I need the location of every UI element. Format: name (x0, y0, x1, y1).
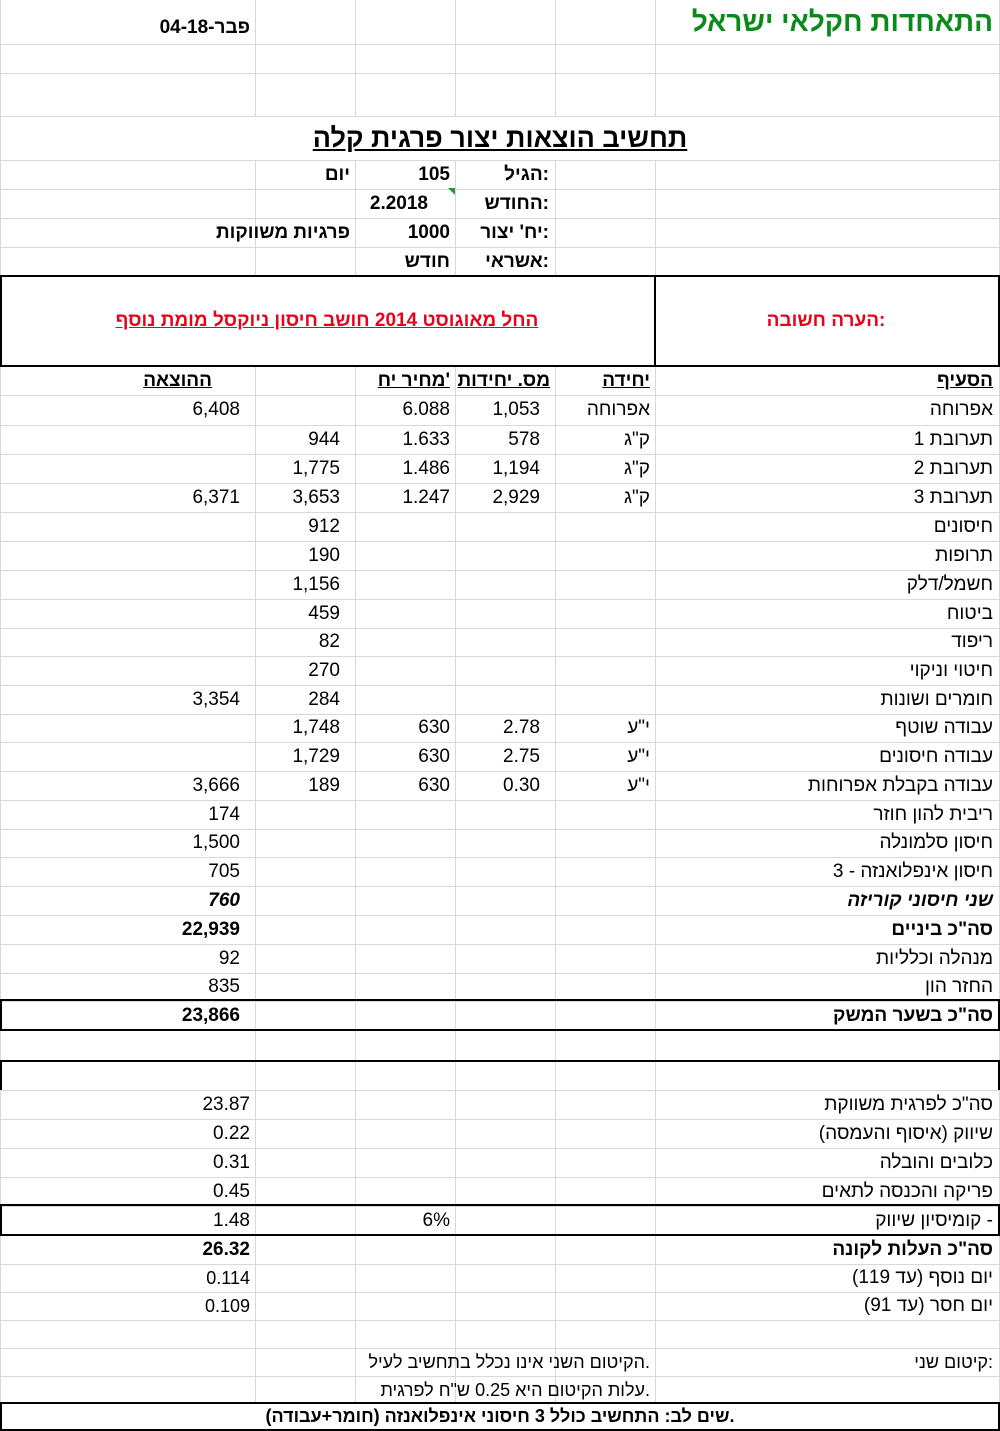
row-item-label: עבודה חיסונים (879, 745, 993, 767)
row-unit: י"ע (627, 745, 650, 767)
grid-row-line (0, 425, 1000, 426)
row-total: 174 (208, 803, 240, 825)
row-total: 705 (208, 860, 240, 882)
grid-row-line (0, 44, 1000, 45)
footer-note: שים לב: התחשיב כולל 3 חיסוני אינפלואנזה (חומר+עבודה). (265, 1406, 735, 1426)
buyer-total-value: 26.32 (202, 1238, 250, 1260)
grid-col-line (655, 0, 656, 116)
extra-day-label: יום נוסף (עד 119) (852, 1267, 993, 1288)
grid-row-line (0, 656, 1000, 657)
grid-row-line (0, 771, 1000, 772)
per-pullet-item: שיווק (איסוף והעמסה) (818, 1122, 993, 1144)
grid-row-line (0, 944, 1000, 945)
row-qty: 2.78 (503, 717, 540, 738)
row-item-label: חומרים ושונות (880, 688, 993, 710)
age-value: 105 (418, 163, 450, 185)
row-qty: 2.75 (503, 745, 540, 767)
row-qty: 0.30 (503, 774, 540, 796)
grid-row-line (0, 483, 1000, 484)
per-pullet-value: 23.87 (202, 1093, 250, 1115)
grid-row-line (0, 512, 1000, 513)
buyer-total-border-bottom (0, 1234, 1000, 1236)
grid-row-line (0, 541, 1000, 542)
row-item-label: מנהלה וכלליות (876, 947, 993, 969)
row-price: 630 (418, 717, 450, 738)
grid-col-line (355, 160, 356, 276)
grid-row-line (0, 1001, 1000, 1002)
grid-row-line (0, 247, 1000, 248)
grid-col-line (255, 366, 256, 1403)
production-unit-desc: פרגיות משווקות (215, 221, 350, 243)
row-subtotal: 270 (308, 659, 340, 681)
grid-col-line (455, 0, 456, 116)
grid-col-line (355, 0, 356, 116)
grid-row-line (0, 973, 1000, 974)
important-note-label: הערה חשובה: (766, 310, 886, 331)
buyer-total-border-top (0, 1204, 1000, 1206)
row-total: 835 (208, 976, 240, 997)
extra-day-value: 0.114 (206, 1268, 250, 1288)
page-title: תחשיב הוצאות יצור פרגית קלה (312, 122, 688, 153)
row-item-label: ריבית להון חוזר (873, 803, 993, 825)
grid-col-line (555, 366, 556, 1403)
row-item-label: חיסון אינפלואנזה - 3 (832, 860, 993, 882)
row-total: 6,371 (192, 486, 240, 508)
grid-row-line (0, 714, 1000, 715)
row-price: 6.088 (402, 399, 450, 420)
farm-total-value: 23,866 (181, 1004, 240, 1026)
age-label: הגיל: (504, 163, 549, 185)
row-subtotal: 912 (308, 515, 340, 537)
row-item-label: שני חיסוני קוריזה (847, 889, 993, 911)
row-qty: 1,194 (492, 457, 540, 479)
grid-row-line (0, 1148, 1000, 1149)
row-item-label: תערובת 2 (913, 457, 993, 479)
per-pullet-value: 0.45 (213, 1180, 250, 1202)
row-total: 92 (218, 947, 240, 969)
row-subtotal: 1,156 (292, 573, 340, 595)
grid-row-line (0, 1177, 1000, 1178)
credit-value: חודש (404, 250, 450, 272)
per-pullet-item: כלובים והובלה (879, 1151, 993, 1173)
grid-row-line (0, 1090, 1000, 1091)
row-item-label: תרופות (935, 544, 993, 566)
column-header-unit: יחידה (602, 369, 650, 391)
grid-col-line (255, 0, 256, 116)
grid-row-line (0, 1348, 1000, 1349)
extra-day-value: 0.109 (204, 1296, 250, 1316)
row-item-label: ביטוח (946, 602, 993, 624)
farm-total-label: סה"כ בשער המשק (833, 1004, 993, 1026)
cell-comment-marker (448, 188, 455, 195)
row-item-label: תערובת 3 (913, 486, 993, 508)
grid-row-line (0, 1376, 1000, 1377)
row-item-label: חיסון סלמונלה (879, 832, 993, 853)
row-price: 630 (418, 745, 450, 767)
row-price: 1.486 (402, 457, 450, 479)
farm-total-border-left (0, 999, 2, 1031)
grid-col-line (355, 366, 356, 1403)
extra-day-label: יום חסר (עד 91) (863, 1295, 993, 1316)
row-unit: י"ע (627, 717, 650, 738)
row-unit: ק"ג (624, 486, 650, 508)
per-pullet-rate: 6% (422, 1209, 450, 1231)
grid-row-line (0, 685, 1000, 686)
row-unit: ק"ג (624, 457, 650, 479)
farm-total-border-bottom (0, 1029, 1000, 1031)
grid-col-line (655, 160, 656, 276)
grid-col-line (455, 160, 456, 276)
row-unit: ק"ג (624, 428, 650, 450)
row-unit: אפרוחה (586, 399, 650, 420)
row-subtotal: 284 (308, 688, 340, 710)
buyer-total-border-left (0, 1204, 2, 1236)
row-subtotal: 3,653 (292, 486, 340, 508)
grid-col-line (255, 160, 256, 276)
row-subtotal: 189 (308, 774, 340, 796)
trimming-label: קיטום שני: (914, 1352, 993, 1372)
row-price: 1.247 (402, 486, 450, 508)
grid-col-line (555, 0, 556, 116)
row-item-label: חיסונים (933, 515, 993, 537)
row-total: 3,354 (192, 688, 240, 710)
row-item-label: חיטוי וניקוי (909, 659, 993, 681)
production-unit-value: 1000 (407, 221, 450, 243)
grid-row-line (0, 454, 1000, 455)
grid-row-line (0, 395, 1000, 396)
row-subtotal: 1,748 (292, 717, 340, 738)
grid-row-line (0, 1292, 1000, 1293)
row-qty: 578 (508, 428, 540, 450)
note-box-border-bottom (0, 365, 1000, 367)
row-qty: 1,053 (492, 399, 540, 420)
section-border (0, 1060, 1000, 1062)
trimming-note-2: עלות הקיטום היא 0.25 ש"ח לפרגית. (380, 1379, 650, 1400)
column-header-qty: מס. יחידות (457, 369, 550, 391)
grid-row-line (0, 1264, 1000, 1265)
row-item-label: חשמל/דלק (906, 573, 993, 595)
per-pullet-value: 1.48 (213, 1209, 250, 1231)
grid-row-line (0, 189, 1000, 190)
column-header-item: הסעיף (936, 369, 993, 391)
row-item-label: ריפוד (951, 631, 993, 652)
production-unit-label: יח' יצור: (480, 221, 549, 243)
column-header-price: מחיר יח' (377, 369, 450, 391)
grid-row-line (0, 73, 1000, 74)
grid-row-line (0, 599, 1000, 600)
row-total: 22,939 (181, 918, 240, 940)
important-note-text: החל מאוגוסט 2014 חושב חיסון ניוקסל מומת נוסף (115, 310, 539, 331)
row-subtotal: 459 (308, 602, 340, 624)
report-date: 04-פבר-18 (159, 16, 250, 38)
grid-row-line (0, 628, 1000, 629)
row-subtotal: 82 (318, 631, 340, 652)
column-header-expense: ההוצאה (143, 369, 212, 391)
grid-row-line (0, 1206, 1000, 1207)
grid-row-line (0, 1119, 1000, 1120)
section-border-left (0, 1060, 2, 1090)
row-item-label: עבודה שוטף (895, 717, 993, 738)
grid-col-line (655, 366, 656, 1403)
per-pullet-item: סה"כ לפרגית משווקת (824, 1093, 993, 1115)
grid-row-line (0, 800, 1000, 801)
grid-row-line (0, 570, 1000, 571)
grid-col-line (555, 160, 556, 276)
buyer-total-label: סה"כ העלות לקונה (832, 1238, 993, 1260)
row-item-label: תערובת 1 (913, 428, 993, 450)
row-item-label: החזר הון (924, 976, 993, 997)
month-value: 2.2018 (369, 192, 428, 214)
grid-row-line (0, 218, 1000, 219)
per-pullet-value: 0.31 (213, 1151, 250, 1173)
row-subtotal: 1,729 (292, 745, 340, 767)
row-subtotal: 190 (308, 544, 340, 566)
row-item-label: אפרוחה (929, 399, 993, 420)
farm-total-border-top (0, 999, 1000, 1001)
row-total: 760 (208, 889, 240, 911)
row-total: 3,666 (192, 774, 240, 796)
grid-col-line (455, 366, 456, 1403)
trimming-note-1: הקיטום השני אינו נכלל בתחשיב לעיל. (368, 1352, 650, 1372)
row-subtotal: 944 (308, 428, 340, 450)
row-item-label: סה"כ ביניים (891, 918, 993, 940)
row-total: 1,500 (192, 832, 240, 853)
per-pullet-value: 0.22 (213, 1122, 250, 1144)
month-label: החודש: (484, 192, 549, 214)
grid-row-line (0, 915, 1000, 916)
row-qty: 2,929 (492, 486, 540, 508)
grid-row-line (0, 1320, 1000, 1321)
grid-row-line (0, 886, 1000, 887)
row-price: 1.633 (402, 428, 450, 450)
row-price: 630 (418, 774, 450, 796)
row-subtotal: 1,775 (292, 457, 340, 479)
row-item-label: עבודה בקבלת אפרוחות (807, 774, 993, 796)
row-total: 6,408 (192, 399, 240, 420)
grid-row-line (0, 742, 1000, 743)
age-unit: יום (324, 163, 350, 185)
per-pullet-item: פריקה והכנסה לתאים (821, 1180, 993, 1202)
grid-row-line (0, 857, 1000, 858)
org-name: התאחדות חקלאי ישראל (691, 6, 993, 37)
grid-row-line (0, 829, 1000, 830)
grid-row-line (0, 160, 1000, 161)
per-pullet-item: קומיסיון שיווק - (875, 1209, 993, 1231)
row-unit: י"ע (627, 774, 650, 796)
credit-label: אשראי: (485, 250, 549, 272)
